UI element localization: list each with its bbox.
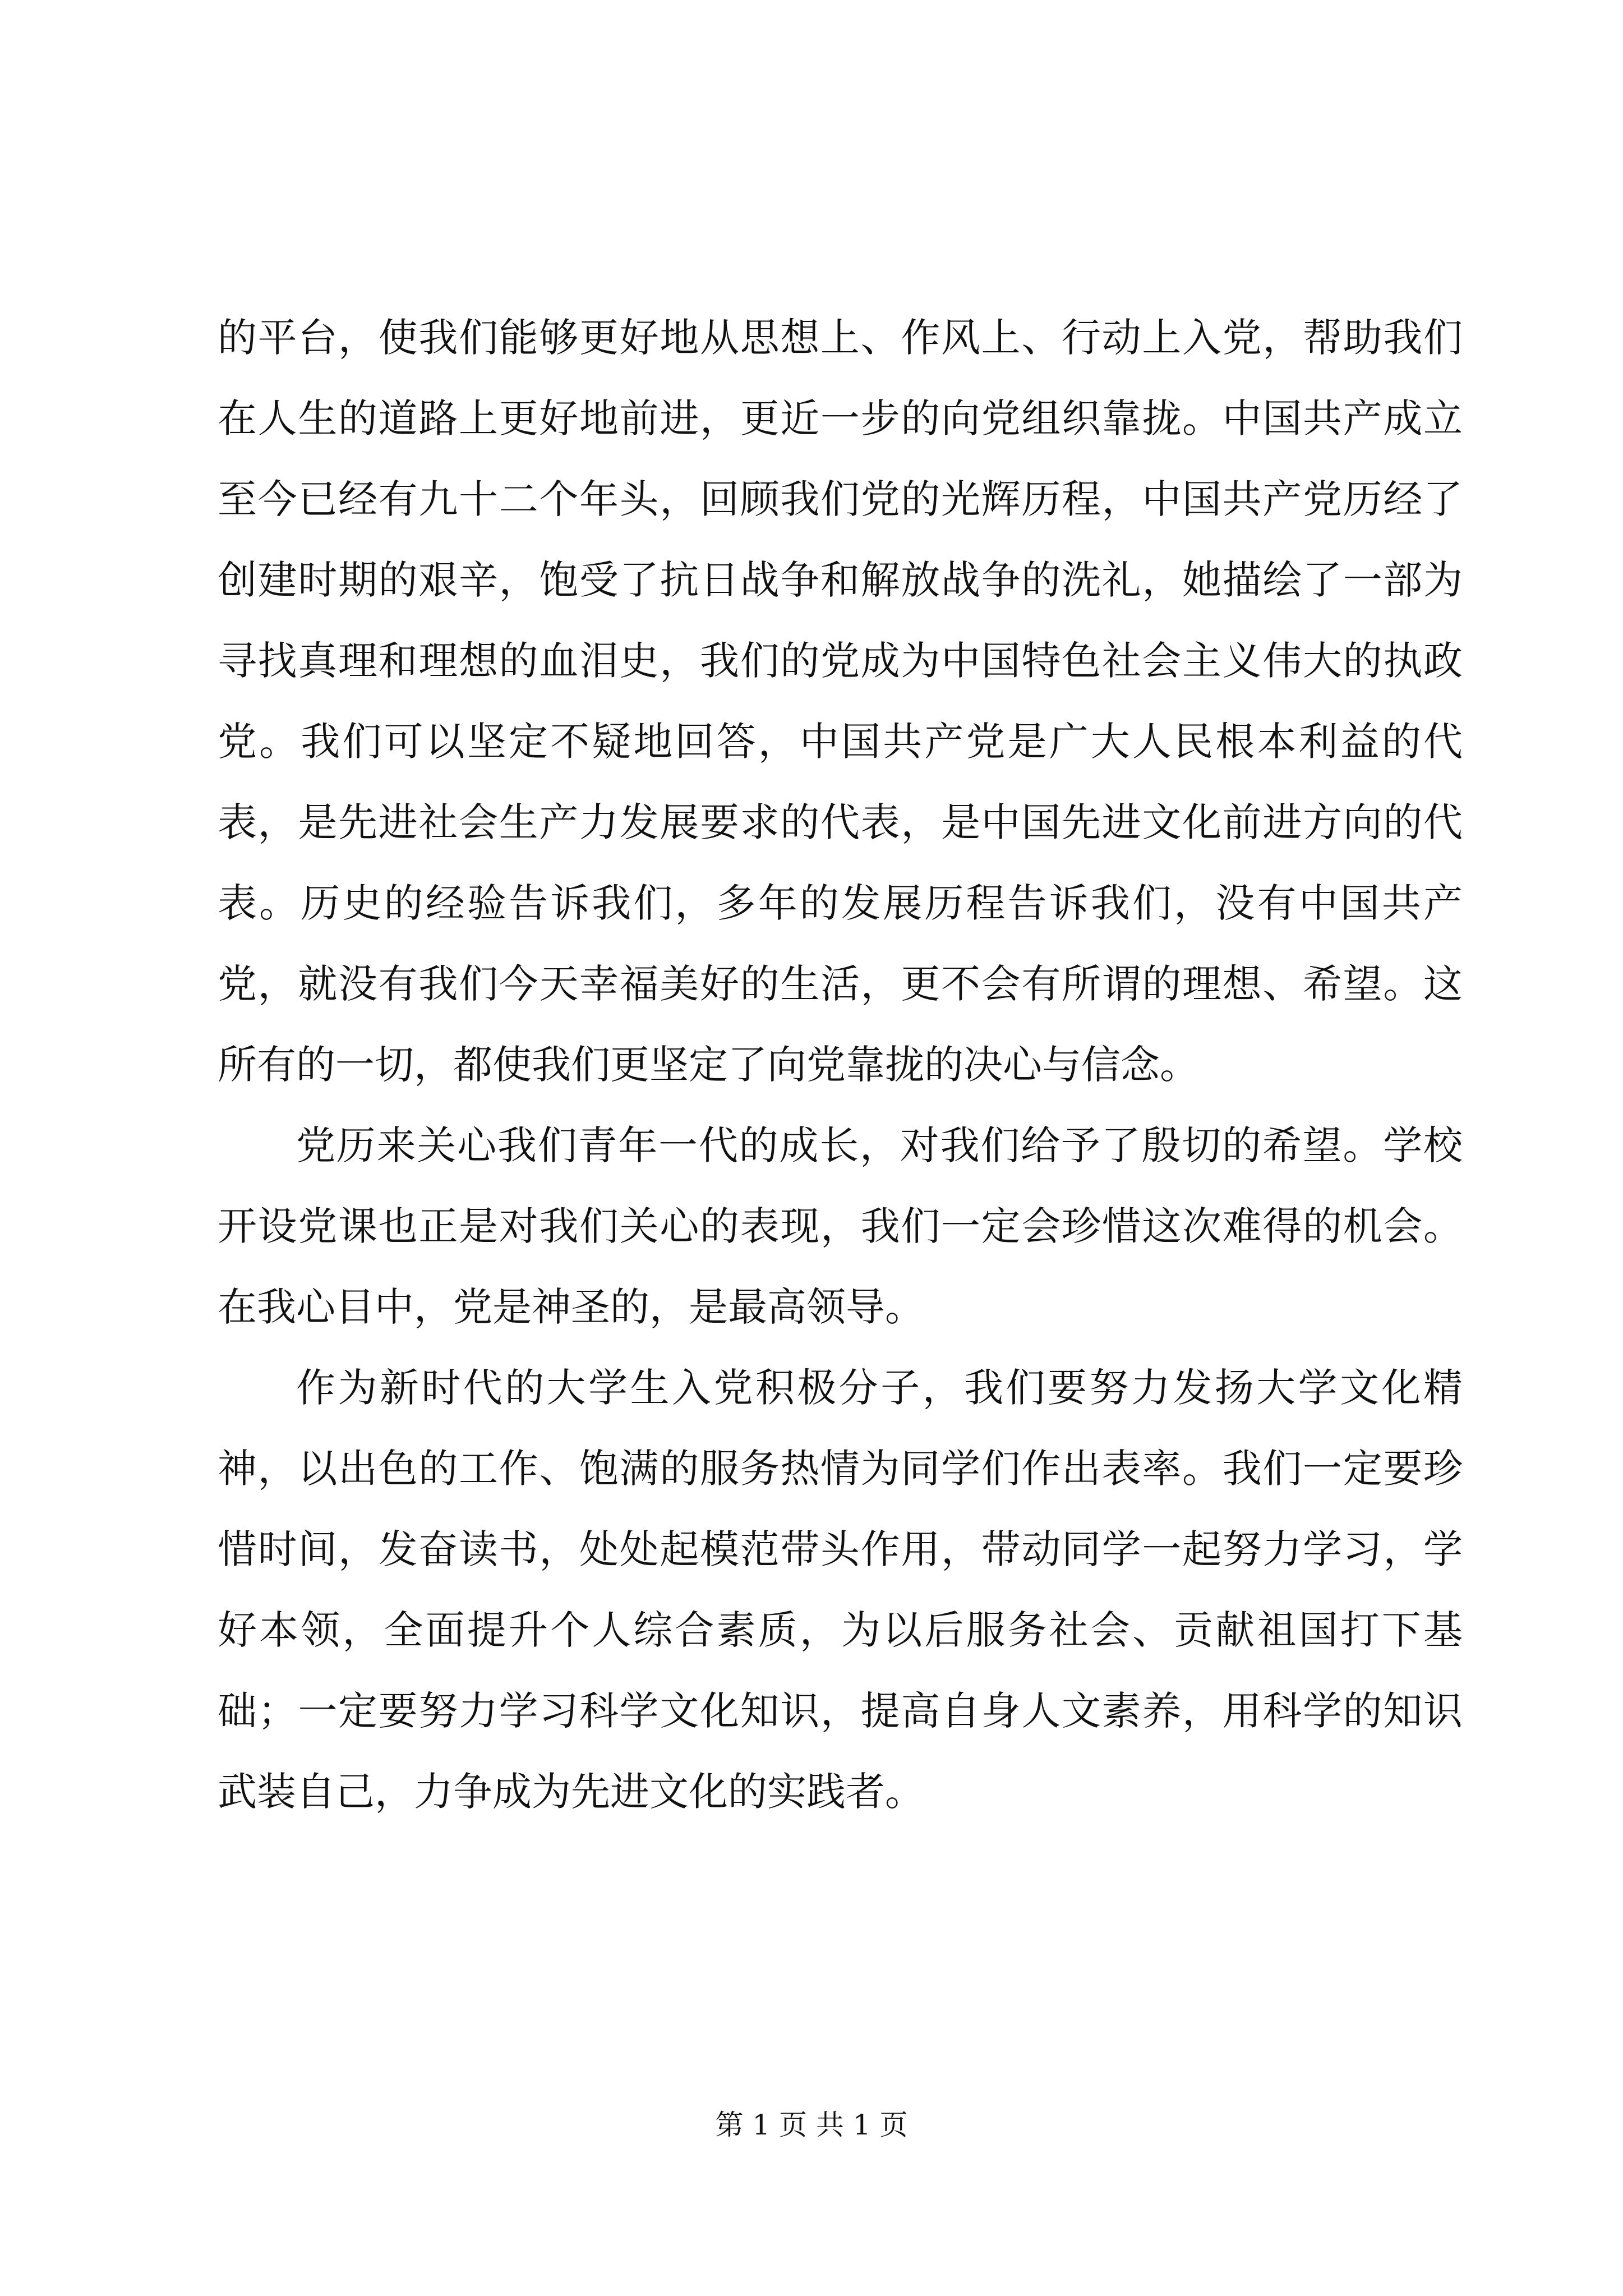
document-body — [218, 297, 1463, 1832]
paragraph-1: 的平台，使我们能够更好地从思想上、作风上、行动上入党，帮助我们在人生的道路上更好地前进，更近一步的向党组织靠拢。中国共产成立至今已经有九十二个年头，回顾我们党的光辉历程，中国共产党历经了创建时期的艰辛，饱受了抗日战争和解放战争的洗礼，她描绘了一部为寻找真理和理想的血泪史，我们的党成为中国特色社会主义伟大的执政党。我们可以坚定不疑地回答，中国共产党是广大人民根本利益的代表，是先进社会生产力发展要求的代表，是中国先进文化前进方向的代表。历史的经验告诉我们，多年的发展历程告诉我们，没有中国共产党，就没有我们今天幸福美好的生活，更不会有所谓的理想、希望。这所有的一切，都使我们更坚定了向党靠拢的决心与信念。 — [218, 315, 1463, 1088]
paragraph-2: 党历来关心我们青年一代的成长，对我们给予了殷切的希望。学校开设党课也正是对我们关心的表现，我们一定会珍惜这次难得的机会。在我心目中，党是神圣的，是最高领导。 — [218, 1122, 1463, 1330]
paragraph-3: 作为新时代的大学生入党积极分子，我们要努力发扬大学文化精神，以出色的工作、饱满的服务热情为同学们作出表率。我们一定要珍惜时间，发奋读书，处处起模范带头作用，带动同学一起努力学习，学好本领，全面提升个人综合素质，为以后服务社会、贡献祖国打下基础；一定要努力学习科学文化知识，提高自身人文素养，用科学的知识武装自己，力争成为先进文化的实践者。 — [218, 1365, 1463, 1815]
page-number-footer: 第 1 页 共 1 页 — [715, 2109, 908, 2141]
